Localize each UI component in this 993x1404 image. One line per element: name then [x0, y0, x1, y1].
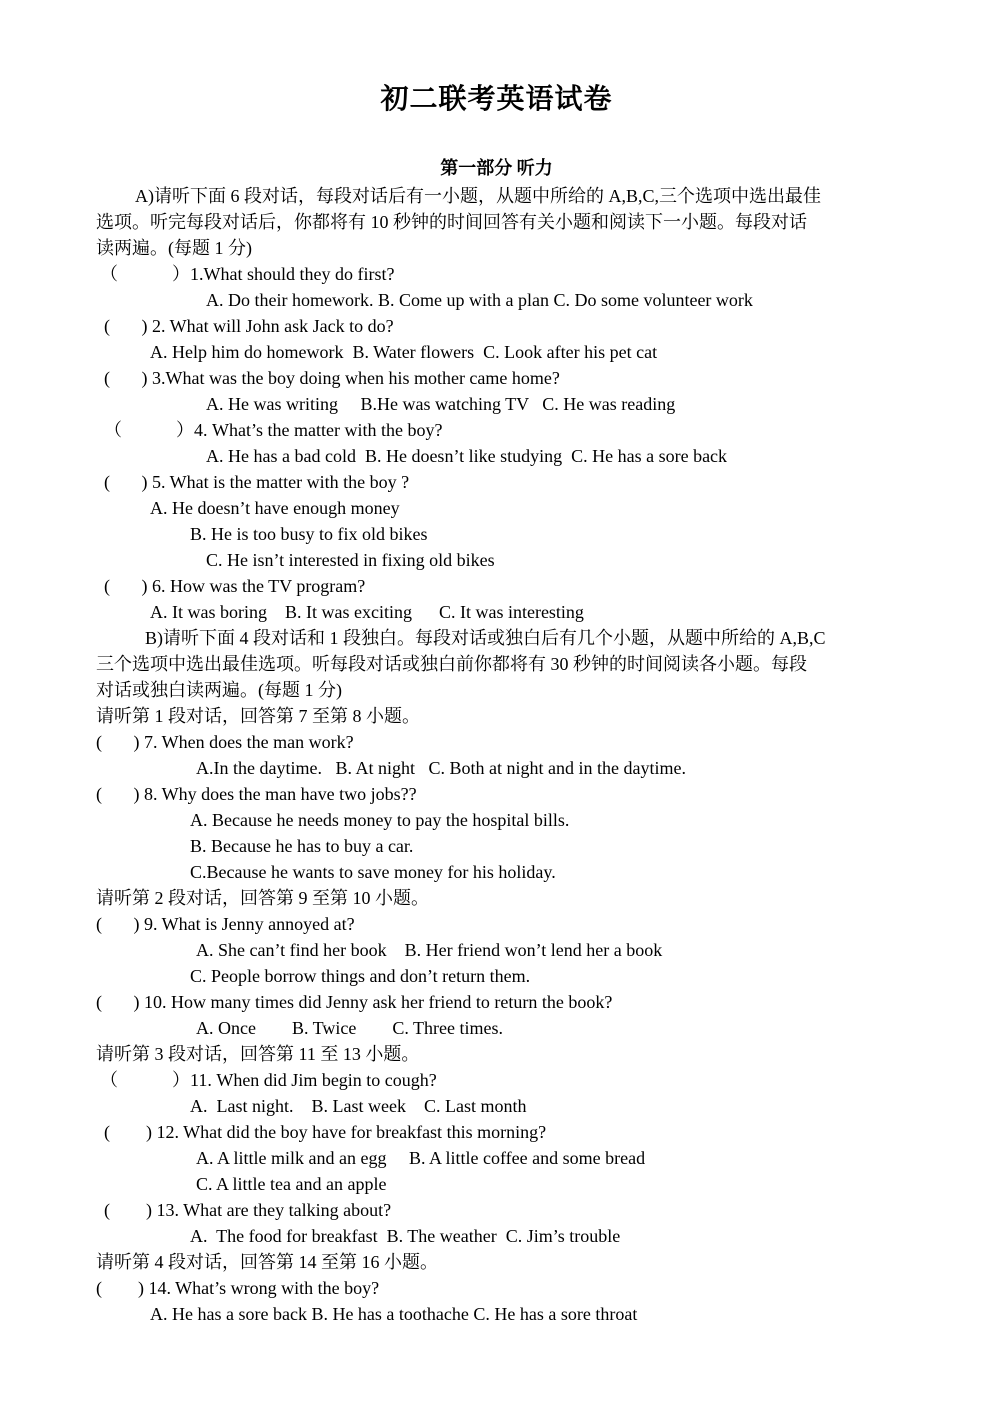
question-9: ( ) 9. What is Jenny annoyed at? — [96, 914, 355, 934]
instruction-a-line-1: A)请听下面 6 段对话，每段对话后有一小题，从题中所给的 A,B,C,三个选项中选出最佳 — [135, 186, 822, 206]
question-4-options: A. He has a bad cold B. He doesn’t like studying C. He has a sore back — [206, 446, 728, 466]
instruction-a-line-2: 选项。听完每段对话后，你都将有 10 秒钟的时间回答有关小题和阅读下一小题。每段对话 — [96, 212, 807, 232]
instruction-a-line-3: 读两遍。(每题 1 分) — [96, 238, 252, 258]
question-2-options: A. Help him do homework B. Water flowers C. Look after his pet cat — [150, 342, 658, 362]
question-1: （ ）1.What should they do first? — [100, 264, 395, 284]
question-13: ( ) 13. What are they talking about? — [104, 1200, 392, 1220]
question-13-options: A. The food for breakfast B. The weather C. Jim’s trouble — [190, 1226, 621, 1246]
question-12: ( ) 12. What did the boy have for breakfast this morning? — [104, 1122, 547, 1142]
question-11-options: A. Last night. B. Last week C. Last month — [190, 1096, 527, 1116]
question-10: ( ) 10. How many times did Jenny ask her friend to return the book? — [96, 992, 613, 1012]
question-8-option-c: C.Because he wants to save money for his holiday. — [190, 862, 556, 882]
question-3-options: A. He was writing B.He was watching TV C. He was reading — [206, 394, 676, 414]
question-6: ( ) 6. How was the TV program? — [104, 576, 366, 596]
question-6-options: A. It was boring B. It was exciting C. It was interesting — [150, 602, 584, 622]
question-5-option-a: A. He doesn’t have enough money — [150, 498, 400, 518]
question-12-option-c: C. A little tea and an apple — [196, 1174, 387, 1194]
question-10-options: A. Once B. Twice C. Three times. — [196, 1018, 504, 1038]
question-7-options: A.In the daytime. B. At night C. Both at night and in the daytime. — [196, 758, 686, 778]
part-one-heading: 第一部分 听力 — [440, 158, 553, 178]
question-9-options-ab: A. She can’t find her book B. Her friend won’t lend her a book — [196, 940, 663, 960]
question-14: ( ) 14. What’s wrong with the boy? — [96, 1278, 380, 1298]
question-4: （ ）4. What’s the matter with the boy? — [104, 420, 443, 440]
instruction-b-line-2: 三个选项中选出最佳选项。听每段对话或独白前你都将有 30 秒钟的时间阅读各小题。每段 — [96, 654, 807, 674]
question-5-option-b: B. He is too busy to fix old bikes — [190, 524, 428, 544]
question-9-option-c: C. People borrow things and don’t return them. — [190, 966, 531, 986]
question-3: ( ) 3.What was the boy doing when his mother came home? — [104, 368, 560, 388]
dialogue-4-instruction: 请听第 4 段对话，回答第 14 至第 16 小题。 — [96, 1252, 438, 1272]
dialogue-3-instruction: 请听第 3 段对话，回答第 11 至 13 小题。 — [96, 1044, 420, 1064]
exam-title: 初二联考英语试卷 — [380, 84, 613, 115]
question-8-option-a: A. Because he needs money to pay the hospital bills. — [190, 810, 570, 830]
question-5: ( ) 5. What is the matter with the boy ? — [104, 472, 410, 492]
dialogue-1-instruction: 请听第 1 段对话，回答第 7 至第 8 小题。 — [96, 706, 420, 726]
question-11: （ ）11. When did Jim begin to cough? — [100, 1070, 437, 1090]
question-8-option-b: B. Because he has to buy a car. — [190, 836, 414, 856]
instruction-b-line-1: B)请听下面 4 段对话和 1 段独白。每段对话或独白后有几个小题，从题中所给的 A,B,C — [145, 628, 826, 648]
question-12-options-ab: A. A little milk and an egg B. A little coffee and some bread — [196, 1148, 646, 1168]
dialogue-2-instruction: 请听第 2 段对话，回答第 9 至第 10 小题。 — [96, 888, 429, 908]
question-1-options: A. Do their homework. B. Come up with a plan C. Do some volunteer work — [206, 290, 753, 310]
question-8: ( ) 8. Why does the man have two jobs?? — [96, 784, 417, 804]
question-14-options: A. He has a sore back B. He has a toothache C. He has a sore throat — [150, 1304, 638, 1324]
question-7: ( ) 7. When does the man work? — [96, 732, 354, 752]
question-2: ( ) 2. What will John ask Jack to do? — [104, 316, 394, 336]
instruction-b-line-3: 对话或独白读两遍。(每题 1 分) — [96, 680, 342, 700]
question-5-option-c: C. He isn’t interested in fixing old bikes — [206, 550, 495, 570]
